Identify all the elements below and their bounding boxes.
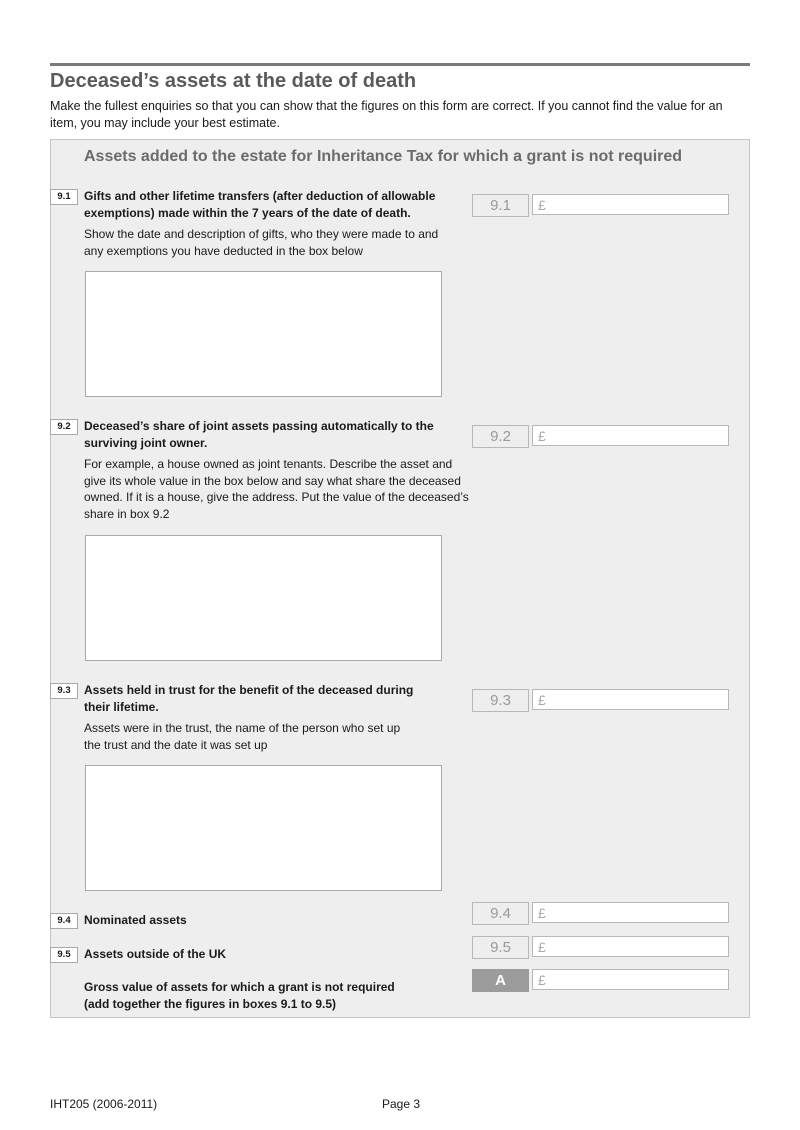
total-label-line: Gross value of assets for which a grant is not required <box>84 980 395 994</box>
intro-text: Make the fullest enquiries so that you can show that the figures on this form are correct. If you cannot find the value for an item, you may include your best estimate. <box>50 99 723 130</box>
box-label-9-2: 9.2 <box>472 425 529 448</box>
question-title-line: their lifetime. <box>84 700 159 714</box>
question-desc-line: Show the date and description of gifts, who they were made to and <box>84 227 439 241</box>
box-label-9-1: 9.1 <box>472 194 529 217</box>
question-title-9-2 <box>84 418 434 452</box>
total-label <box>84 979 395 1013</box>
question-desc-9-2 <box>84 456 469 522</box>
question-title-9-3 <box>84 682 413 716</box>
question-number-9-4: 9.4 <box>50 913 78 929</box>
box-label-9-5: 9.5 <box>472 936 529 959</box>
question-desc-line: any exemptions you have deducted in the box below <box>84 243 363 258</box>
question-desc-line: the trust and the date it was set up <box>84 737 268 752</box>
question-desc-line: owned. If it is a house, give the address. Put the value of the deceased’s <box>84 490 469 504</box>
question-desc-line: For example, a house owned as joint tenants. Describe the asset and <box>84 457 453 471</box>
amount-field-9-5[interactable]: £ <box>532 936 729 957</box>
question-title-9-5: Assets outside of the UK <box>84 947 227 961</box>
page-number: Page 3 <box>382 1097 421 1111</box>
question-number-9-1: 9.1 <box>50 189 78 205</box>
question-title-line: exemptions) made within the 7 years of the date of death. <box>84 206 411 220</box>
box-label-9-3: 9.3 <box>472 689 529 712</box>
question-number-9-2: 9.2 <box>50 419 78 435</box>
amount-field-9-4[interactable]: £ <box>532 902 729 923</box>
question-desc-9-3 <box>84 720 400 753</box>
question-title-line: surviving joint owner. <box>84 436 208 450</box>
box-label-a: A <box>472 969 529 992</box>
question-desc-line: share in box 9.2 <box>84 506 170 521</box>
amount-field-9-2[interactable]: £ <box>532 425 729 446</box>
section-title: Assets added to the estate for Inheritance Tax for which a grant is not required <box>84 148 683 165</box>
box-label-9-4: 9.4 <box>472 902 529 925</box>
amount-field-total-a[interactable]: £ <box>532 969 729 990</box>
question-number-9-5: 9.5 <box>50 947 78 963</box>
total-label-line: (add together the figures in boxes 9.1 to 9.5) <box>84 997 337 1011</box>
amount-field-9-1[interactable]: £ <box>532 194 729 215</box>
question-title-line: Deceased’s share of joint assets passing automatically to the <box>84 419 434 433</box>
question-desc-line: Assets were in the trust, the name of the person who set up <box>84 721 401 735</box>
trust-assets-description-textarea[interactable] <box>85 765 442 891</box>
question-title-9-4: Nominated assets <box>84 913 187 927</box>
form-reference: IHT205 (2006-2011) <box>50 1097 158 1111</box>
question-desc-9-1 <box>84 226 438 259</box>
question-desc-line: give its whole value in the box below and say what share the deceased <box>84 473 461 488</box>
page-heading: Deceased’s assets at the date of death <box>50 70 417 92</box>
question-number-9-3: 9.3 <box>50 683 78 699</box>
question-title-9-1 <box>84 188 435 222</box>
question-title-line: Gifts and other lifetime transfers (after deduction of allowable <box>84 189 436 203</box>
question-title-line: Assets held in trust for the benefit of the deceased during <box>84 683 414 697</box>
joint-assets-description-textarea[interactable] <box>85 535 442 661</box>
top-rule <box>50 63 750 66</box>
gifts-description-textarea[interactable] <box>85 271 442 397</box>
amount-field-9-3[interactable]: £ <box>532 689 729 710</box>
